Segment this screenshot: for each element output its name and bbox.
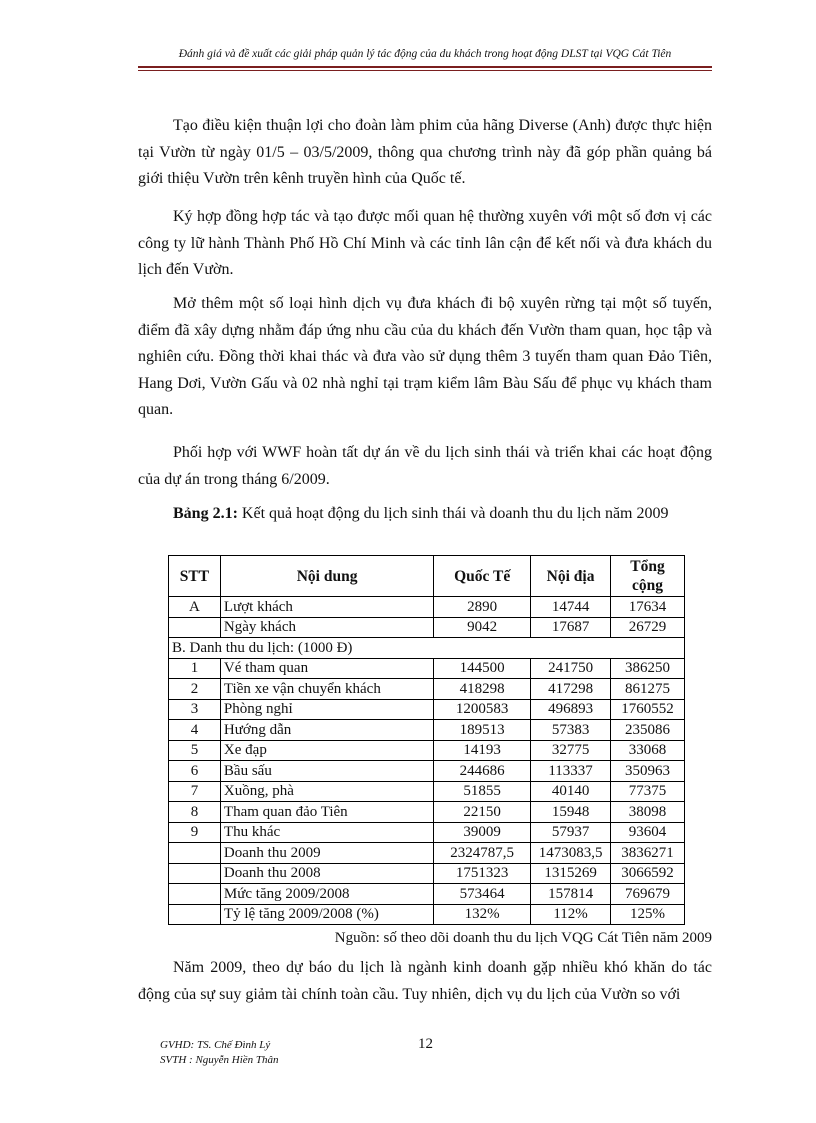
footer-advisor: GVHD: TS. Chế Đình Lý xyxy=(160,1039,271,1051)
table-cell: Tiền xe vận chuyển khách xyxy=(220,679,433,700)
table-cell: 3 xyxy=(169,699,221,720)
table-cell: Vé tham quan xyxy=(220,658,433,679)
table-row xyxy=(169,822,685,843)
table-cell: Hướng dẫn xyxy=(220,720,433,741)
table-cell: 2324787,5 xyxy=(434,843,531,864)
table-row xyxy=(169,597,685,618)
table-cell: 157814 xyxy=(531,884,611,905)
table-cell: 496893 xyxy=(531,699,611,720)
table-cell: 14193 xyxy=(434,740,531,761)
header-rule-bottom xyxy=(138,70,712,71)
table-cell: Thu khác xyxy=(220,822,433,843)
table-cell: 4 xyxy=(169,720,221,741)
table-cell: 22150 xyxy=(434,802,531,823)
table-cell: Xe đạp xyxy=(220,740,433,761)
table-row xyxy=(169,843,685,864)
table-cell: 386250 xyxy=(611,658,685,679)
table-cell: 244686 xyxy=(434,761,531,782)
table-cell: Doanh thu 2009 xyxy=(220,843,433,864)
paragraph-3: Mở thêm một số loại hình dịch vụ đưa khách đi bộ xuyên rừng tại một số tuyến, điểm đã xây dựng nhằm đáp ứng nhu cầu của du khách đến Vườn tham quan, học tập và nghiên cứu. Đồng thời khai thác và đưa vào sử dụng thêm 3 tuyến tham quan Đảo Tiên, Hang Dơi, Vườn Gấu và 02 nhà nghỉ tại trạm kiểm lâm Bàu Sấu để phục vụ khách tham quan. xyxy=(138,295,712,418)
header-rule-top xyxy=(138,66,712,68)
table-cell: Tham quan đảo Tiên xyxy=(220,802,433,823)
table-row xyxy=(169,658,685,679)
table-cell: 144500 xyxy=(434,658,531,679)
table-caption xyxy=(173,504,669,524)
table-cell: 132% xyxy=(434,904,531,925)
table-cell: 1315269 xyxy=(531,863,611,884)
table-cell: 93604 xyxy=(611,822,685,843)
table-cell: 2 xyxy=(169,679,221,700)
table-row xyxy=(169,781,685,802)
table-cell: 33068 xyxy=(611,740,685,761)
table-cell: 6 xyxy=(169,761,221,782)
table-caption-label: Bảng 2.1: xyxy=(173,505,238,522)
table-cell: 5 xyxy=(169,740,221,761)
table-cell: 1 xyxy=(169,658,221,679)
table-cell: 235086 xyxy=(611,720,685,741)
table-cell: 77375 xyxy=(611,781,685,802)
paragraph-1: Tạo điều kiện thuận lợi cho đoàn làm phim của hãng Diverse (Anh) được thực hiện tại Vườn từ ngày 01/5 – 03/5/2009, thông qua chương trình này đã góp phần quảng bá giới thiệu Vườn trên kênh truyền hình của Quốc tế. xyxy=(138,117,712,187)
table-row xyxy=(169,761,685,782)
running-header: Đánh giá và đề xuất các giải pháp quản lý tác động của du khách trong hoạt động DLST tại VQG Cát Tiên xyxy=(178,48,672,60)
table-cell xyxy=(169,617,221,638)
table-cell: 861275 xyxy=(611,679,685,700)
table-row xyxy=(169,699,685,720)
table-row xyxy=(169,617,685,638)
header-cell: Nội dung xyxy=(220,556,433,597)
section-b-label: B. Danh thu du lịch: (1000 Đ) xyxy=(169,638,685,659)
table-row xyxy=(169,802,685,823)
table-cell: 57937 xyxy=(531,822,611,843)
table-cell: 3836271 xyxy=(611,843,685,864)
footer-credits xyxy=(160,1038,279,1068)
table-cell: 57383 xyxy=(531,720,611,741)
table-cell: 39009 xyxy=(434,822,531,843)
table-cell: 32775 xyxy=(531,740,611,761)
section-row xyxy=(169,638,685,659)
table-cell: 17634 xyxy=(611,597,685,618)
table-cell: A xyxy=(169,597,221,618)
table-row xyxy=(169,884,685,905)
header-cell: Nội địa xyxy=(531,556,611,597)
table-cell: 1751323 xyxy=(434,863,531,884)
table-cell: Tỷ lệ tăng 2009/2008 (%) xyxy=(220,904,433,925)
page-number: 12 xyxy=(418,1036,433,1052)
header-cell: Tổng cộng xyxy=(611,556,685,597)
table-cell: Lượt khách xyxy=(220,597,433,618)
table-cell: Xuồng, phà xyxy=(220,781,433,802)
table-row xyxy=(169,904,685,925)
table-cell: 113337 xyxy=(531,761,611,782)
table-cell: 1200583 xyxy=(434,699,531,720)
table-cell: 17687 xyxy=(531,617,611,638)
table-cell xyxy=(169,863,221,884)
table-cell: Phòng nghỉ xyxy=(220,699,433,720)
table-row xyxy=(169,679,685,700)
table-cell: 38098 xyxy=(611,802,685,823)
paragraph-4: Phối hợp với WWF hoàn tất dự án về du lịch sinh thái và triển khai các hoạt động của dự án trong tháng 6/2009. xyxy=(138,444,712,488)
table-row xyxy=(169,740,685,761)
table-cell xyxy=(169,884,221,905)
table-cell: Bầu sấu xyxy=(220,761,433,782)
table-cell: 125% xyxy=(611,904,685,925)
footer-student: SVTH : Nguyễn Hiền Thân xyxy=(160,1054,279,1066)
table-row xyxy=(169,720,685,741)
table-cell: 3066592 xyxy=(611,863,685,884)
table-cell: 26729 xyxy=(611,617,685,638)
table-cell: 15948 xyxy=(531,802,611,823)
table-cell: 8 xyxy=(169,802,221,823)
table-cell: Mức tăng 2009/2008 xyxy=(220,884,433,905)
table-cell: 112% xyxy=(531,904,611,925)
table-cell: Ngày khách xyxy=(220,617,433,638)
table-cell: 14744 xyxy=(531,597,611,618)
table-row xyxy=(169,863,685,884)
table-cell: 1473083,5 xyxy=(531,843,611,864)
table-cell: 241750 xyxy=(531,658,611,679)
table-cell: 7 xyxy=(169,781,221,802)
table-cell: 2890 xyxy=(434,597,531,618)
results-table xyxy=(168,555,685,925)
table-cell: 350963 xyxy=(611,761,685,782)
paragraph-2: Ký hợp đồng hợp tác và tạo được mối quan hệ thường xuyên với một số đơn vị các công ty lữ hành Thành Phố Hồ Chí Minh và các tỉnh lân cận để kết nối và đưa khách du lịch đến Vườn. xyxy=(138,208,712,278)
table-cell: 189513 xyxy=(434,720,531,741)
table-cell: 417298 xyxy=(531,679,611,700)
header-cell: STT xyxy=(169,556,221,597)
paragraph-after-table: Năm 2009, theo dự báo du lịch là ngành kinh doanh gặp nhiều khó khăn do tác động của sự suy giảm tài chính toàn cầu. Tuy nhiên, dịch vụ du lịch của Vườn so với xyxy=(138,959,712,1003)
table-cell xyxy=(169,843,221,864)
table-cell: 769679 xyxy=(611,884,685,905)
table-cell: 573464 xyxy=(434,884,531,905)
table-cell: 418298 xyxy=(434,679,531,700)
table-caption-text: Kết quả hoạt động du lịch sinh thái và doanh thu du lịch năm 2009 xyxy=(237,505,669,522)
table-cell: 40140 xyxy=(531,781,611,802)
table-header-row xyxy=(169,556,685,597)
table-cell: 1760552 xyxy=(611,699,685,720)
table-source: Nguồn: số theo dõi doanh thu du lịch VQG Cát Tiên năm 2009 xyxy=(334,930,712,946)
table-cell: Doanh thu 2008 xyxy=(220,863,433,884)
table-cell: 51855 xyxy=(434,781,531,802)
header-cell: Quốc Tế xyxy=(434,556,531,597)
table-cell: 9042 xyxy=(434,617,531,638)
table-cell: 9 xyxy=(169,822,221,843)
table-cell xyxy=(169,904,221,925)
